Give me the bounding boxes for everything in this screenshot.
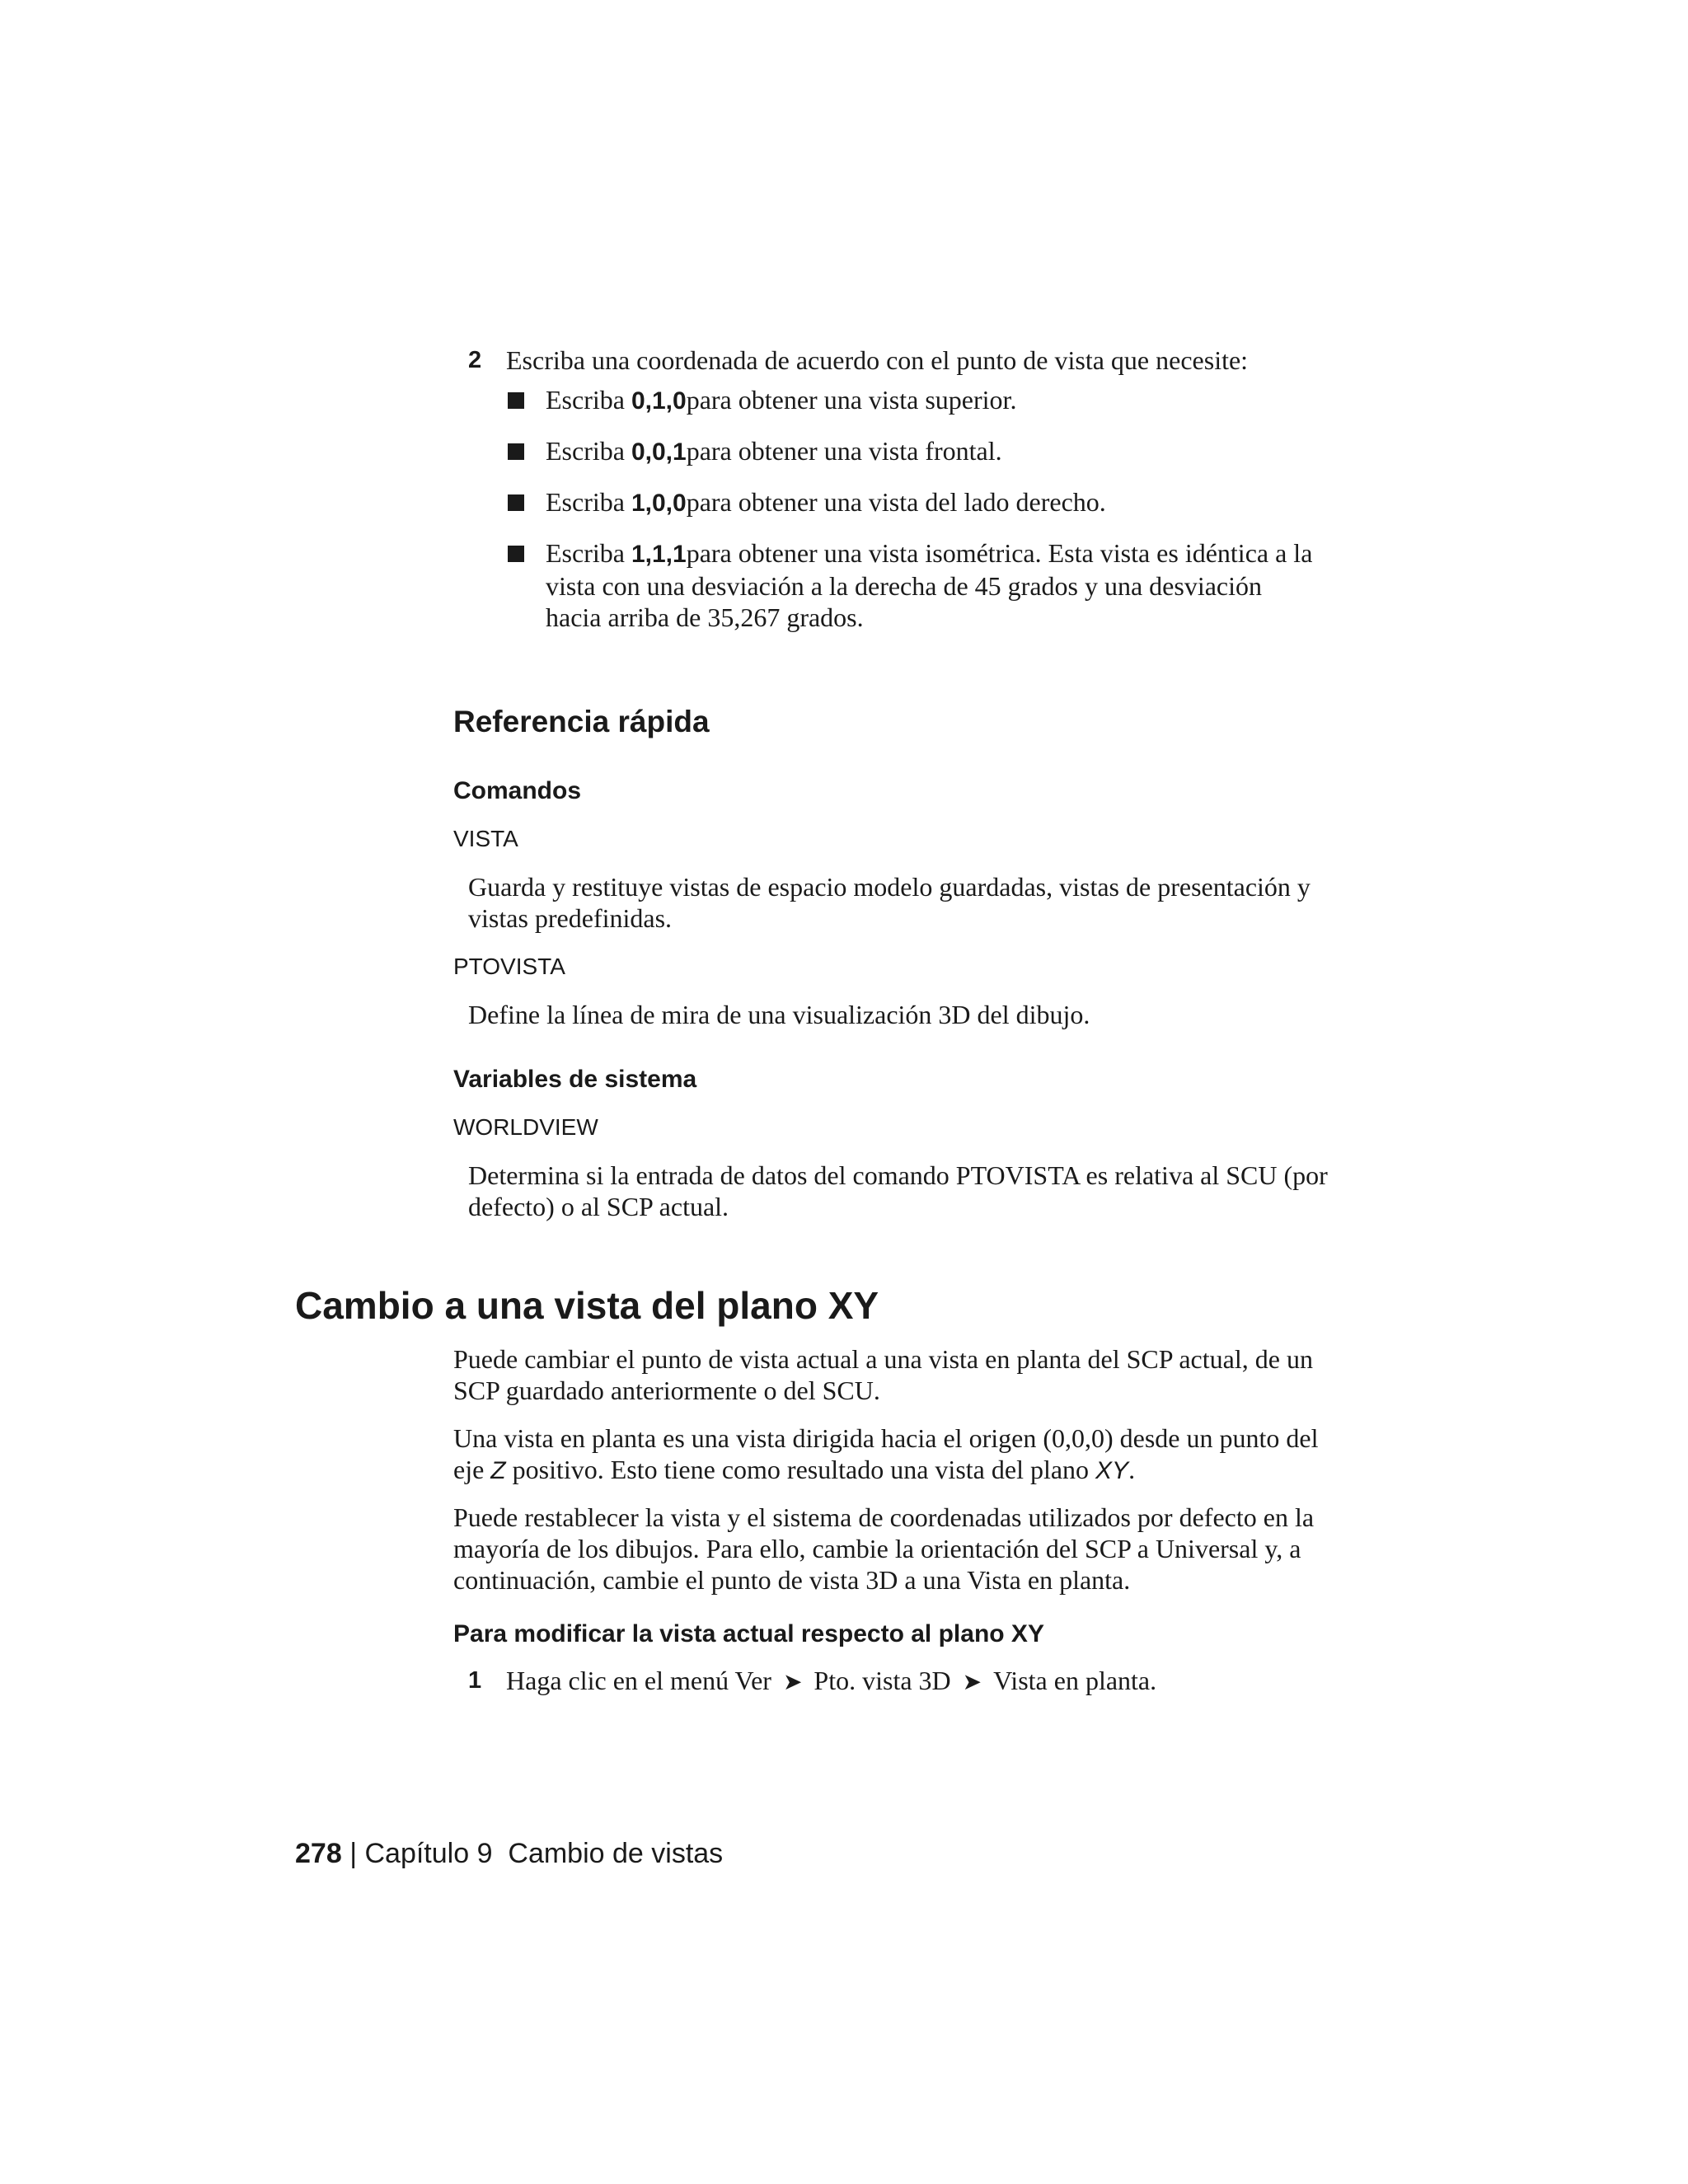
arrow-right-icon: ➤ (782, 1668, 803, 1695)
bullet-prefix: Escriba (546, 385, 631, 415)
plane-xy: XY (1095, 1457, 1129, 1484)
square-bullet-icon (508, 392, 524, 409)
page-number: 278 (295, 1838, 342, 1869)
bullet-text: para obtener una vista isométrica. Esta vista es idéntica a la vista con una desviación a la derecha de 45 grados y una desviación hacia arriba de 35,267 grados. (546, 538, 1313, 632)
list-item (508, 537, 1324, 633)
bullet-text: para obtener una vista frontal. (686, 436, 1002, 466)
step-2 (468, 344, 1342, 376)
paragraph-text: Una vista en planta es una vista dirigida hacia el origen (0,0,0) desde un punto del eje (453, 1423, 1319, 1484)
paragraph-text: . (1128, 1455, 1136, 1484)
square-bullet-icon (508, 546, 524, 562)
menu-path-item: Pto. vista 3D (814, 1666, 951, 1695)
variable-term: WORLDVIEW (453, 1114, 598, 1140)
coordinate-code: 1,0,0 (631, 490, 687, 517)
paragraph (453, 1422, 1343, 1487)
procedure-heading: Para modificar la vista actual respecto al plano XY (453, 1620, 1044, 1647)
variable-description: Determina si la entrada de datos del comando PTOVISTA es relativa al SCU (por defecto) o al SCP actual. (468, 1160, 1328, 1221)
coordinate-code: 0,1,0 (631, 387, 687, 415)
bullet-text: para obtener una vista superior. (686, 385, 1017, 415)
step-number: 2 (468, 347, 482, 373)
step-number: 1 (468, 1667, 482, 1694)
section-title: Cambio a una vista del plano XY (295, 1284, 879, 1327)
step-text: Escriba una coordenada de acuerdo con el punto de vista que necesite: (506, 345, 1249, 375)
bullet-prefix: Escriba (546, 436, 631, 466)
commands-heading: Comandos (453, 777, 582, 804)
paragraph: Puede cambiar el punto de vista actual a una vista en planta del SCP actual, de un SCP guardado anteriormente o del SCU. (453, 1344, 1313, 1405)
list-item (508, 435, 1340, 468)
list-item (508, 384, 1340, 417)
page-footer (295, 1838, 723, 1870)
system-variables-heading: Variables de sistema (453, 1066, 697, 1093)
bullet-prefix: Escriba (546, 487, 631, 517)
command-term: PTOVISTA (453, 954, 565, 979)
paragraph-text: positivo. Esto tiene como resultado una vista del plano (505, 1455, 1096, 1484)
bullet-text: para obtener una vista del lado derecho. (686, 487, 1106, 517)
quick-reference-heading: Referencia rápida (453, 705, 710, 738)
menu-path-item: Vista en planta. (993, 1666, 1157, 1695)
chapter-title: Cambio de vistas (508, 1838, 724, 1869)
coordinate-code: 1,1,1 (631, 541, 687, 568)
command-description: Define la línea de mira de una visualización 3D del dibujo. (468, 1000, 1090, 1029)
square-bullet-icon (508, 443, 524, 460)
bullet-prefix: Escriba (546, 538, 631, 568)
square-bullet-icon (508, 494, 524, 511)
command-description: Guarda y restituye vistas de espacio modelo guardadas, vistas de presentación y vistas predefinidas. (468, 872, 1311, 933)
step-1 (468, 1665, 1342, 1698)
arrow-right-icon: ➤ (962, 1668, 982, 1695)
step-text: Haga clic en el menú Ver (506, 1666, 771, 1695)
chapter-label: Capítulo 9 (364, 1838, 493, 1869)
footer-separator: | (349, 1838, 358, 1869)
coordinate-code: 0,0,1 (631, 438, 687, 466)
command-term: VISTA (453, 826, 518, 851)
paragraph: Puede restablecer la vista y el sistema de coordenadas utilizados por defecto en la mayoría de los dibujos. Para ello, cambie la orientación del SCP a Universal y, a continuación, cambie el punto de vista 3D a una Vista en planta. (453, 1502, 1315, 1595)
axis-z: Z (490, 1457, 506, 1484)
list-item (508, 486, 1340, 519)
